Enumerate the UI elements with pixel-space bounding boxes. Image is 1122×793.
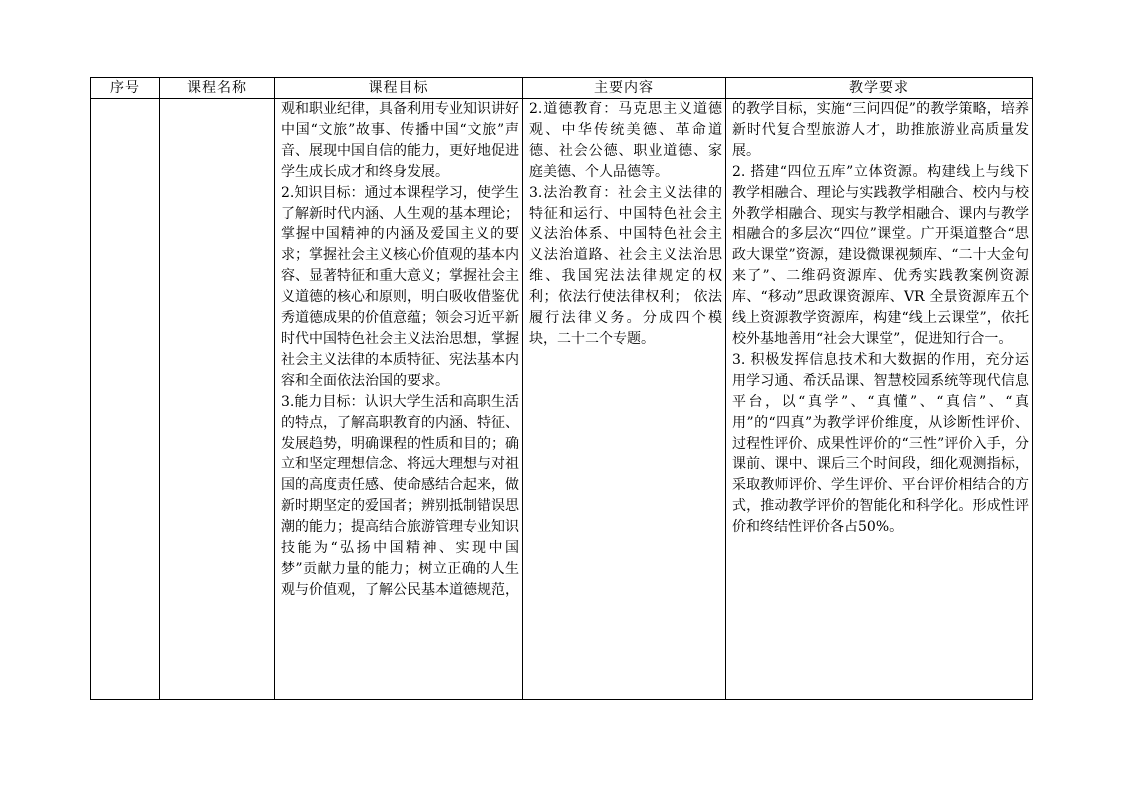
cell-teaching-requirements [726, 99, 1033, 700]
requirements-paragraph-1: 的教学目标，实施“三问四促”的教学策略，培养新时代复合型旅游人才，助推旅游业高质量发展。 [732, 101, 1029, 159]
cell-course-goals [275, 99, 523, 700]
table-row [91, 99, 1033, 700]
content-paragraph-1: 2.道德教育：马克思主义道德观、中华传统美德、革命道德、社会公德、职业道德、家庭美德、个人品德等。 [529, 101, 722, 180]
requirements-text [726, 99, 1032, 538]
cell-index [91, 99, 160, 700]
course-table [90, 77, 1033, 700]
header-course-goals: 课程目标 [275, 78, 523, 99]
table-header-row [91, 78, 1033, 99]
goals-paragraph-3: 3.能力目标：认识大学生活和高职生活的特点，了解高职教育的内涵、特征、发展趋势，明确课程的性质和目的；确立和坚定理想信念、将远大理想与对祖国的高度责任感、使命感结合起来，做新时期坚定的爱国者；辨别抵制错误思潮的能力；提高结合旅游管理专业知识技能为“弘扬中国精神、实现中国梦”贡献力量的能力；树立正确的人生观与价值观，了解公民基本道德规范， [281, 393, 519, 598]
goals-text [275, 99, 522, 601]
goals-paragraph-2: 2.知识目标：通过本课程学习，使学生了解新时代内涵、人生观的基本理论；掌握中国精神的内涵及爱国主义的要求；掌握社会主义核心价值观的基本内容、显著特征和重大意义；掌握社会主义道德的核心和原则，明白吸收借鉴优秀道德成果的价值意蕴；领会习近平新时代中国特色社会主义法治思想，掌握社会主义法律的本质特征、宪法基本内容和全面依法治国的要求。 [281, 184, 519, 389]
content-text [523, 99, 725, 350]
header-teaching-requirements: 教学要求 [726, 78, 1033, 99]
header-course-name: 课程名称 [160, 78, 275, 99]
header-index: 序号 [91, 78, 160, 99]
requirements-paragraph-2: 2. 搭建“四位五库”立体资源。构建线上与线下教学相融合、理论与实践教学相融合、校内与校外教学相融合、现实与教学相融合、课内与教学相融合的多层次“四位”课堂。广开渠道整合“思政大课堂”资源，建设微课视频库、“二十大金句来了”、二维码资源库、优秀实践教案例资源库、“移动”思政课资源库、VR 全景资源库五个线上资源教学资源库，构建“线上云课堂”，依托校外基地善用“社会大课堂”，促进知行合一。 [732, 163, 1029, 347]
requirements-paragraph-3: 3. 积极发挥信息技术和大数据的作用，充分运用学习通、希沃品课、智慧校园系统等现代信息平台，以“真学”、“真懂”、“真信”、“真用”的“四真”为教学评价维度，从诊断性评价、过程性评价、成果性评价的“三性”评价入手，分课前、课中、课后三个时间段，细化观测指标，采取教师评价、学生评价、平台评价相结合的方式，推动教学评价的智能化和科学化。形成性评价和终结性评价各占50%。 [732, 351, 1029, 536]
goals-paragraph-1: 观和职业纪律，具备利用专业知识讲好中国“文旅”故事、传播中国“文旅”声音、展现中国自信的能力，更好地促进学生成长成才和终身发展。 [281, 101, 519, 180]
cell-course-name [160, 99, 275, 700]
content-paragraph-2: 3.法治教育：社会主义法律的特征和运行、中国特色社会主义法治体系、中国特色社会主义法治道路、社会主义法治思维、我国宪法法律规定的权利；依法行使法律权利； 依法履行法律义务。分成四个模块，二十二个专题。 [529, 184, 722, 347]
header-main-content: 主要内容 [523, 78, 726, 99]
cell-main-content [523, 99, 726, 700]
